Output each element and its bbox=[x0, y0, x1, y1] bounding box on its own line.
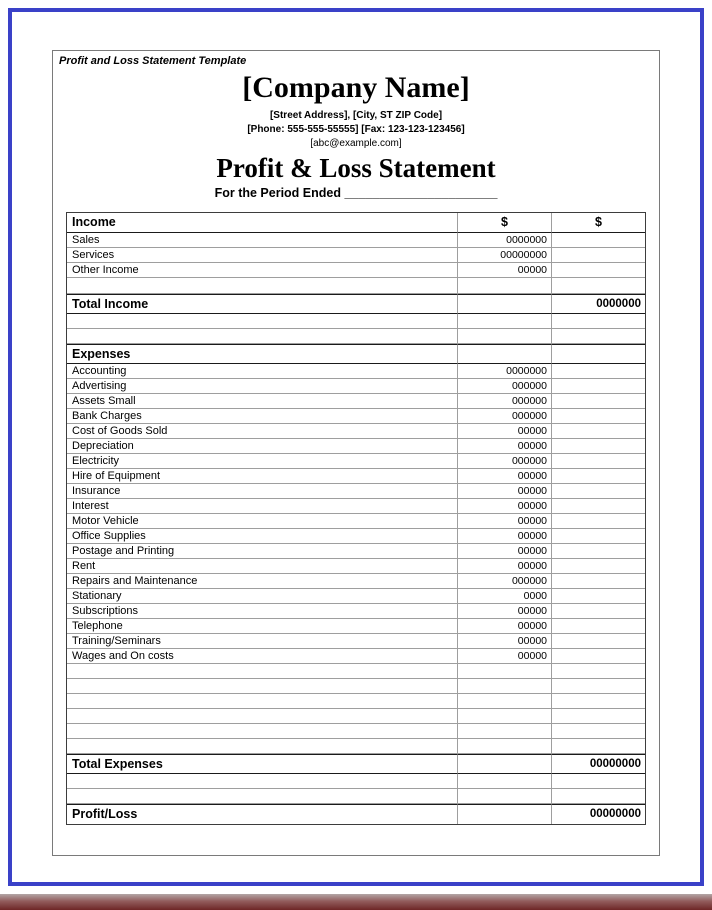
amount-cell: 00000 bbox=[457, 559, 551, 574]
empty-cell bbox=[457, 774, 551, 789]
empty-cell bbox=[551, 574, 645, 589]
empty-cell bbox=[551, 424, 645, 439]
empty-cell bbox=[551, 394, 645, 409]
empty-cell bbox=[551, 634, 645, 649]
empty-cell bbox=[551, 439, 645, 454]
empty-row bbox=[67, 709, 645, 724]
amount-cell: 00000 bbox=[457, 634, 551, 649]
period-label: For the Period Ended ______________________ bbox=[214, 186, 498, 200]
profit-loss-label: Profit/Loss bbox=[67, 804, 457, 824]
expense-row bbox=[67, 619, 645, 634]
income-row bbox=[67, 233, 645, 248]
empty-cell bbox=[551, 454, 645, 469]
amount-cell: 00000 bbox=[457, 263, 551, 278]
expense-row bbox=[67, 514, 645, 529]
income-row bbox=[67, 263, 645, 278]
empty-cell bbox=[551, 469, 645, 484]
amount-cell: 00000 bbox=[457, 604, 551, 619]
amount-cell: 000000 bbox=[457, 574, 551, 589]
empty-cell bbox=[551, 233, 645, 248]
empty-cell bbox=[551, 379, 645, 394]
empty-cell bbox=[457, 329, 551, 344]
amount-cell: 00000 bbox=[457, 424, 551, 439]
amount-cell: 000000 bbox=[457, 454, 551, 469]
expense-row bbox=[67, 454, 645, 469]
dollar-col1-header: $ bbox=[457, 213, 551, 233]
empty-cell bbox=[457, 294, 551, 314]
row-label: Bank Charges bbox=[67, 409, 457, 424]
expenses-section-label: Expenses bbox=[67, 344, 457, 364]
empty-cell bbox=[67, 278, 457, 294]
statement-title: Profit & Loss Statement bbox=[216, 153, 496, 183]
row-label: Telephone bbox=[67, 619, 457, 634]
row-label: Stationary bbox=[67, 589, 457, 604]
expense-row bbox=[67, 604, 645, 619]
empty-cell bbox=[551, 344, 645, 364]
bottom-shadow-strip bbox=[0, 894, 712, 910]
empty-row bbox=[67, 789, 645, 804]
empty-row bbox=[67, 679, 645, 694]
empty-row bbox=[67, 278, 645, 294]
row-label: Hire of Equipment bbox=[67, 469, 457, 484]
email-line: [abc@example.com] bbox=[310, 138, 402, 149]
row-label: Wages and On costs bbox=[67, 649, 457, 664]
expense-row bbox=[67, 394, 645, 409]
empty-row bbox=[67, 724, 645, 739]
amount-cell: 00000 bbox=[457, 514, 551, 529]
empty-cell bbox=[551, 694, 645, 709]
expense-row bbox=[67, 424, 645, 439]
expense-row bbox=[67, 469, 645, 484]
income-header-row bbox=[67, 213, 645, 233]
row-label: Interest bbox=[67, 499, 457, 514]
empty-cell bbox=[551, 514, 645, 529]
total-income-row bbox=[67, 294, 645, 314]
amount-cell: 00000 bbox=[457, 619, 551, 634]
row-label: Other Income bbox=[67, 263, 457, 278]
empty-cell bbox=[551, 664, 645, 679]
total-expenses-label: Total Expenses bbox=[67, 754, 457, 774]
amount-cell: 00000 bbox=[457, 649, 551, 664]
amount-cell: 00000 bbox=[457, 439, 551, 454]
contact-line: [Phone: 555-555-55555] [Fax: 123-123-123456] bbox=[247, 124, 465, 135]
expense-row bbox=[67, 409, 645, 424]
row-label: Repairs and Maintenance bbox=[67, 574, 457, 589]
empty-cell bbox=[551, 709, 645, 724]
row-label: Postage and Printing bbox=[67, 544, 457, 559]
profit-loss-amount: 00000000 bbox=[551, 804, 645, 824]
amount-cell: 00000 bbox=[457, 544, 551, 559]
empty-cell bbox=[551, 649, 645, 664]
empty-cell bbox=[67, 739, 457, 754]
total-expenses-amount: 00000000 bbox=[551, 754, 645, 774]
row-label: Rent bbox=[67, 559, 457, 574]
empty-cell bbox=[67, 664, 457, 679]
empty-cell bbox=[551, 314, 645, 329]
expense-row bbox=[67, 364, 645, 379]
amount-cell: 00000 bbox=[457, 499, 551, 514]
expense-row bbox=[67, 529, 645, 544]
expense-row bbox=[67, 589, 645, 604]
amount-cell: 000000 bbox=[457, 394, 551, 409]
row-label: Sales bbox=[67, 233, 457, 248]
empty-cell bbox=[457, 314, 551, 329]
empty-cell bbox=[551, 724, 645, 739]
expenses-header-row bbox=[67, 344, 645, 364]
income-section-label: Income bbox=[67, 213, 457, 233]
template-title: Profit and Loss Statement Template bbox=[59, 55, 247, 67]
empty-cell bbox=[551, 484, 645, 499]
empty-cell bbox=[551, 559, 645, 574]
empty-cell bbox=[551, 774, 645, 789]
empty-cell bbox=[551, 329, 645, 344]
amount-cell: 00000 bbox=[457, 469, 551, 484]
company-name: [Company Name] bbox=[242, 71, 470, 104]
empty-cell bbox=[551, 604, 645, 619]
empty-cell bbox=[551, 263, 645, 278]
profit-loss-table bbox=[66, 212, 646, 825]
profit-loss-row bbox=[67, 804, 645, 824]
empty-row bbox=[67, 774, 645, 789]
row-label: Training/Seminars bbox=[67, 634, 457, 649]
amount-cell: 00000 bbox=[457, 529, 551, 544]
row-label: Electricity bbox=[67, 454, 457, 469]
amount-cell: 0000000 bbox=[457, 233, 551, 248]
empty-cell bbox=[457, 278, 551, 294]
row-label: Office Supplies bbox=[67, 529, 457, 544]
row-label: Services bbox=[67, 248, 457, 263]
expense-row bbox=[67, 574, 645, 589]
empty-cell bbox=[551, 739, 645, 754]
empty-cell bbox=[457, 694, 551, 709]
empty-row bbox=[67, 694, 645, 709]
empty-cell bbox=[67, 774, 457, 789]
empty-cell bbox=[67, 314, 457, 329]
amount-cell: 00000000 bbox=[457, 248, 551, 263]
empty-row bbox=[67, 739, 645, 754]
empty-cell bbox=[551, 529, 645, 544]
document-page bbox=[52, 50, 660, 856]
expense-row bbox=[67, 649, 645, 664]
total-expenses-row bbox=[67, 754, 645, 774]
expense-row bbox=[67, 544, 645, 559]
amount-cell: 00000 bbox=[457, 484, 551, 499]
income-row bbox=[67, 248, 645, 263]
empty-cell bbox=[67, 694, 457, 709]
empty-cell bbox=[457, 344, 551, 364]
row-label: Insurance bbox=[67, 484, 457, 499]
empty-cell bbox=[551, 789, 645, 804]
empty-cell bbox=[67, 709, 457, 724]
row-label: Cost of Goods Sold bbox=[67, 424, 457, 439]
empty-cell bbox=[551, 544, 645, 559]
dollar-col2-header: $ bbox=[551, 213, 645, 233]
empty-cell bbox=[457, 739, 551, 754]
empty-cell bbox=[457, 789, 551, 804]
empty-row bbox=[67, 329, 645, 344]
row-label: Subscriptions bbox=[67, 604, 457, 619]
row-label: Accounting bbox=[67, 364, 457, 379]
address-line: [Street Address], [City, ST ZIP Code] bbox=[269, 110, 443, 121]
empty-row bbox=[67, 314, 645, 329]
empty-cell bbox=[67, 329, 457, 344]
expense-row bbox=[67, 559, 645, 574]
empty-cell bbox=[551, 409, 645, 424]
empty-cell bbox=[67, 789, 457, 804]
amount-cell: 0000000 bbox=[457, 364, 551, 379]
empty-cell bbox=[551, 499, 645, 514]
expense-row bbox=[67, 484, 645, 499]
empty-cell bbox=[551, 278, 645, 294]
empty-cell bbox=[457, 754, 551, 774]
empty-cell bbox=[551, 248, 645, 263]
expense-row bbox=[67, 499, 645, 514]
total-income-amount: 0000000 bbox=[551, 294, 645, 314]
empty-cell bbox=[551, 679, 645, 694]
amount-cell: 0000 bbox=[457, 589, 551, 604]
empty-cell bbox=[551, 364, 645, 379]
row-label: Motor Vehicle bbox=[67, 514, 457, 529]
expense-row bbox=[67, 634, 645, 649]
empty-row bbox=[67, 664, 645, 679]
expense-row bbox=[67, 439, 645, 454]
row-label: Assets Small bbox=[67, 394, 457, 409]
expense-row bbox=[67, 379, 645, 394]
amount-cell: 000000 bbox=[457, 409, 551, 424]
document-header bbox=[53, 51, 659, 200]
empty-cell bbox=[551, 589, 645, 604]
empty-cell bbox=[457, 724, 551, 739]
row-label: Advertising bbox=[67, 379, 457, 394]
empty-cell bbox=[67, 724, 457, 739]
empty-cell bbox=[551, 619, 645, 634]
empty-cell bbox=[457, 679, 551, 694]
total-income-label: Total Income bbox=[67, 294, 457, 314]
amount-cell: 000000 bbox=[457, 379, 551, 394]
empty-cell bbox=[67, 679, 457, 694]
empty-cell bbox=[457, 709, 551, 724]
empty-cell bbox=[457, 804, 551, 824]
row-label: Depreciation bbox=[67, 439, 457, 454]
empty-cell bbox=[457, 664, 551, 679]
